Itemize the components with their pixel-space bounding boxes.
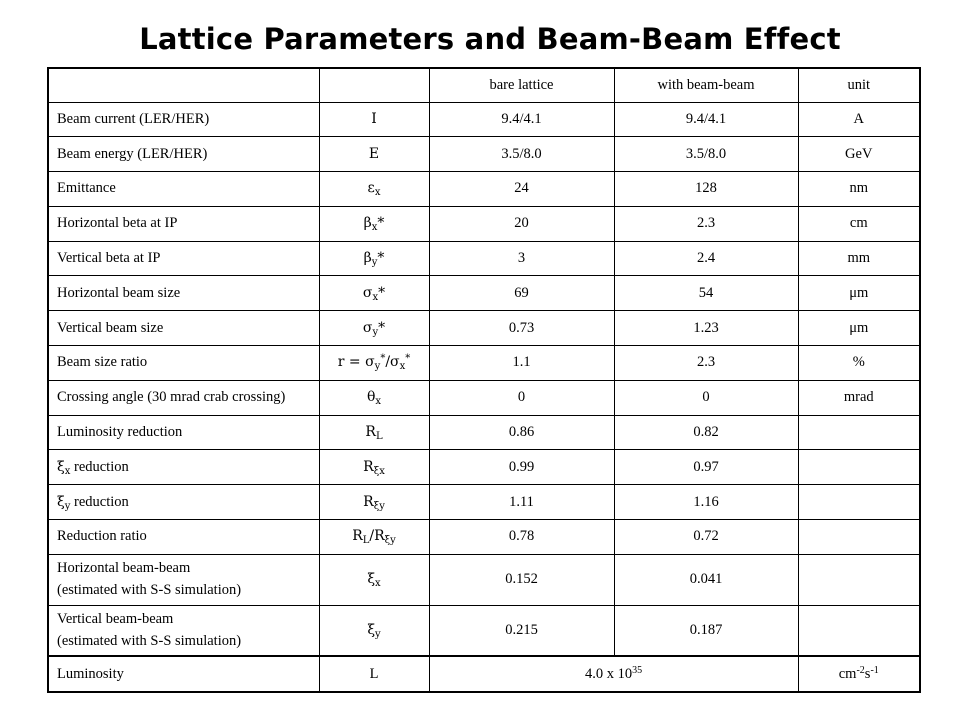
param-label-text: reduction: [70, 493, 129, 510]
header-unit: unit: [798, 68, 920, 102]
bare-value: 0: [429, 380, 614, 415]
with-value: 0.82: [614, 415, 798, 450]
symbol-cell: E: [319, 137, 429, 172]
unit-cell: [798, 605, 920, 656]
table-row: [48, 450, 920, 485]
with-value: 2.4: [614, 241, 798, 276]
unit-cell: μm: [798, 311, 920, 346]
param-label: Beam size ratio: [48, 346, 319, 381]
table-header-row: [48, 68, 920, 102]
symbol-cell: $\beta_y*$: [319, 241, 429, 276]
unit-exponent-cm: -2: [856, 664, 865, 676]
param-label: [48, 554, 319, 605]
bare-value: 0.86: [429, 415, 614, 450]
unit-cell: A: [798, 102, 920, 137]
symbol-cell: $R_{\xi y}$: [319, 485, 429, 520]
param-label: $\xi_x$ reduction: [48, 450, 319, 485]
param-label: Reduction ratio: [48, 520, 319, 555]
param-label-text: reduction: [70, 458, 129, 475]
bare-value: 1.11: [429, 485, 614, 520]
unit-cell: nm: [798, 172, 920, 207]
symbol-cell: $R_{\xi x}$: [319, 450, 429, 485]
with-value: 0: [614, 380, 798, 415]
symbol-cell: $\sigma_y*$: [319, 311, 429, 346]
param-label: Luminosity reduction: [48, 415, 319, 450]
with-value: 0.72: [614, 520, 798, 555]
param-label: Vertical beta at IP: [48, 241, 319, 276]
table-row: [48, 554, 920, 605]
table-row: [48, 520, 920, 555]
bare-value: 0.73: [429, 311, 614, 346]
with-value: 3.5/8.0: [614, 137, 798, 172]
param-label: Beam energy (LER/HER): [48, 137, 319, 172]
param-label: Horizontal beam size: [48, 276, 319, 311]
table-row: [48, 485, 920, 520]
unit-cell: μm: [798, 276, 920, 311]
with-value: 1.23: [614, 311, 798, 346]
table-row: [48, 605, 920, 656]
with-value: 128: [614, 172, 798, 207]
unit-cell: [798, 415, 920, 450]
bare-value: 9.4/4.1: [429, 102, 614, 137]
table-row: [48, 206, 920, 241]
with-value: 0.041: [614, 554, 798, 605]
unit-base-s: s: [864, 665, 871, 682]
table-row: [48, 172, 920, 207]
header-bare-lattice: bare lattice: [429, 68, 614, 102]
param-label-line1: Horizontal beam-beam: [57, 560, 191, 577]
param-label: Luminosity: [48, 656, 319, 692]
symbol-cell: $\theta_x$: [319, 380, 429, 415]
table-row: [48, 346, 920, 381]
symbol-cell: $\sigma_x*$: [319, 276, 429, 311]
unit-cell: cm: [798, 206, 920, 241]
with-value: 2.3: [614, 206, 798, 241]
header-symbol: [319, 68, 429, 102]
bare-value: 0.152: [429, 554, 614, 605]
symbol-cell: $\varepsilon_x$: [319, 172, 429, 207]
param-label-line1: Vertical beam-beam: [57, 610, 174, 627]
unit-cell: %: [798, 346, 920, 381]
param-label: Beam current (LER/HER): [48, 102, 319, 137]
unit-cell: mrad: [798, 380, 920, 415]
param-label: $\xi_y$ reduction: [48, 485, 319, 520]
table-row: [48, 137, 920, 172]
bare-value: 69: [429, 276, 614, 311]
header-with-beam-beam: with beam-beam: [614, 68, 798, 102]
header-parameter: [48, 68, 319, 102]
unit-cell: [798, 656, 920, 692]
table-row: [48, 415, 920, 450]
bare-value: 3.5/8.0: [429, 137, 614, 172]
unit-cell: [798, 520, 920, 555]
bare-value: 0.99: [429, 450, 614, 485]
unit-cell: [798, 450, 920, 485]
with-value: 9.4/4.1: [614, 102, 798, 137]
param-label: [48, 605, 319, 656]
luminosity-value-exponent: 35: [632, 664, 643, 676]
with-value: 0.97: [614, 450, 798, 485]
luminosity-value: [429, 656, 798, 692]
param-label-line2: (estimated with S-S simulation): [57, 581, 242, 598]
symbol-cell: $\xi_y$: [319, 605, 429, 656]
param-label: Emittance: [48, 172, 319, 207]
symbol-cell: $r = \sigma_y^*/\sigma_x^*$: [319, 346, 429, 381]
symbol-cell: $\xi_x$: [319, 554, 429, 605]
bare-value: 0.215: [429, 605, 614, 656]
table-row: [48, 311, 920, 346]
table-row: [48, 380, 920, 415]
bare-value: 24: [429, 172, 614, 207]
symbol-cell: I: [319, 102, 429, 137]
bare-value: 0.78: [429, 520, 614, 555]
table-row: [48, 276, 920, 311]
symbol-cell: L: [319, 656, 429, 692]
with-value: 1.16: [614, 485, 798, 520]
lattice-parameters-table: [47, 67, 921, 693]
luminosity-row: [48, 656, 920, 692]
param-label: Crossing angle (30 mrad crab crossing): [48, 380, 319, 415]
page-title: Lattice Parameters and Beam-Beam Effect: [139, 22, 841, 56]
unit-cell: GeV: [798, 137, 920, 172]
luminosity-value-base: 4.0 x 10: [584, 665, 633, 682]
param-label-line2: (estimated with S-S simulation): [57, 632, 242, 649]
unit-cell: mm: [798, 241, 920, 276]
symbol-cell: $R_L$: [319, 415, 429, 450]
param-label: Horizontal beta at IP: [48, 206, 319, 241]
bare-value: 1.1: [429, 346, 614, 381]
with-value: 54: [614, 276, 798, 311]
symbol-cell: $R_L/R_{\xi y}$: [319, 520, 429, 555]
unit-cell: [798, 554, 920, 605]
table-row: [48, 241, 920, 276]
symbol-cell: $\beta_x*$: [319, 206, 429, 241]
unit-cell: [798, 485, 920, 520]
with-value: 2.3: [614, 346, 798, 381]
unit-exponent-s: -1: [870, 664, 879, 676]
param-label: Vertical beam size: [48, 311, 319, 346]
bare-value: 20: [429, 206, 614, 241]
table-row: [48, 102, 920, 137]
bare-value: 3: [429, 241, 614, 276]
unit-base-cm: cm: [838, 665, 857, 682]
with-value: 0.187: [614, 605, 798, 656]
